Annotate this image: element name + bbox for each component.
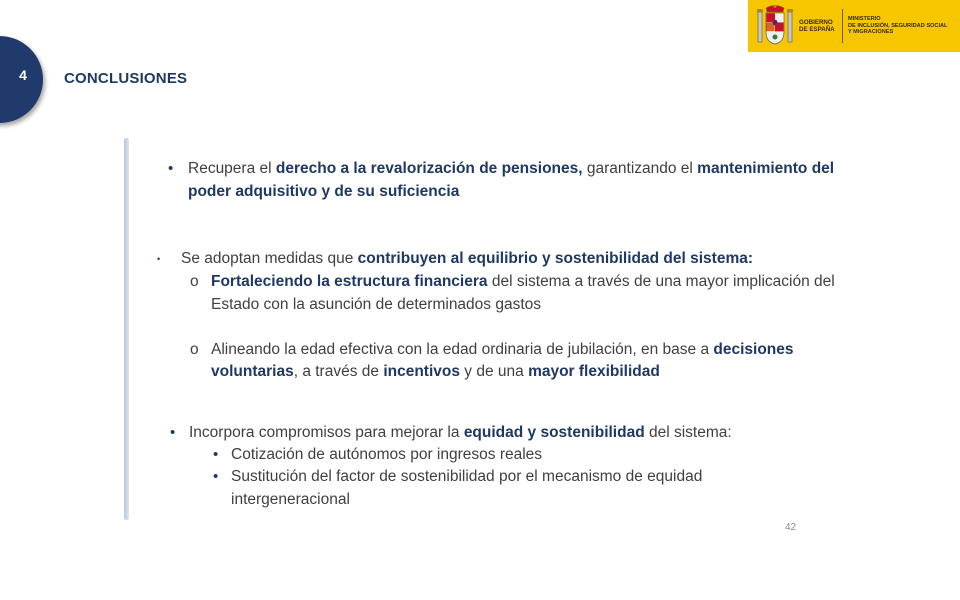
point-1-line-1: Recupera el derecho a la revalorización de pensiones, garantizando el mantenimiento del — [188, 160, 835, 177]
point-2-sub-2-line-2: voluntarias, a través de incentivos y de una mayor flexibilidad — [211, 363, 660, 380]
bullet-icon: • — [170, 424, 176, 441]
page-number: 42 — [785, 522, 797, 533]
point-2-line-1: Se adoptan medidas que contribuyen al equilibrio y sostenibilidad del sistema: — [181, 250, 754, 267]
point-3-sub-2-line-2: intergeneracional — [231, 491, 350, 508]
circle-bullet-icon: o — [190, 273, 199, 290]
bullet-icon: • — [213, 468, 219, 485]
coat-of-arms-icon — [755, 4, 795, 48]
point-3-sub-1: Cotización de autónomos por ingresos reales — [231, 446, 543, 463]
bullet-icon: • — [213, 446, 219, 463]
point-2-sub-1-line-2: Estado con la asunción de determinados gastos — [211, 296, 542, 313]
government-banner — [748, 0, 960, 52]
circle-bullet-icon: o — [190, 341, 199, 358]
point-3-sub-2-line-1: Sustitución del factor de sostenibilidad por el mecanismo de equidad — [231, 468, 703, 485]
bullet-icon: • — [157, 254, 161, 264]
ministerio-text: MINISTERIO DE INCLUSIÓN, SEGURIDAD SOCIAL Y MIGRACIONES — [848, 16, 948, 36]
gobierno-text: GOBIERNO DE ESPAÑA — [799, 19, 835, 33]
section-title: CONCLUSIONES — [64, 70, 188, 87]
point-2-sub-2-line-1: Alineando la edad efectiva con la edad ordinaria de jubilación, en base a decisiones — [211, 341, 794, 358]
section-number: 4 — [19, 67, 27, 83]
point-2-sub-1-line-1: Fortaleciendo la estructura financiera del sistema a través de una mayor implicación del — [211, 273, 835, 290]
banner-divider — [842, 9, 843, 43]
bullet-icon: • — [168, 160, 174, 177]
vertical-accent-rule — [124, 138, 129, 520]
point-3-line-1: Incorpora compromisos para mejorar la equidad y sostenibilidad del sistema: — [189, 424, 732, 441]
point-1-line-2: poder adquisitivo y de su suficiencia — [188, 183, 460, 200]
